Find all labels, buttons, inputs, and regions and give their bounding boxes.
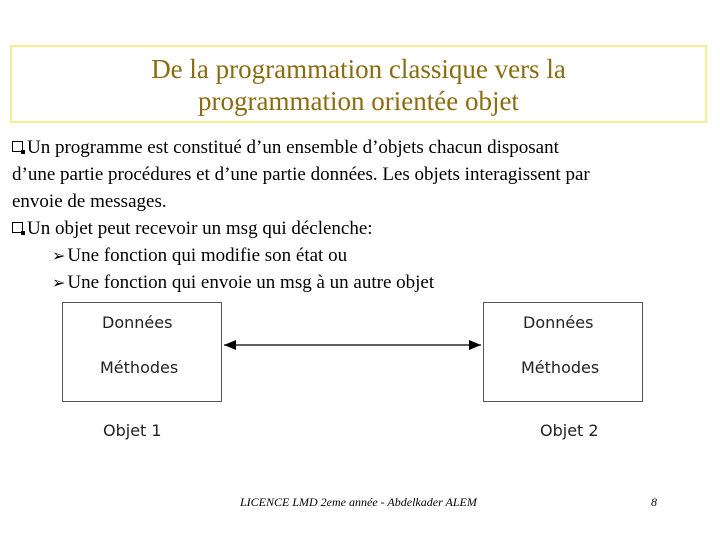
message-arrow-head-left xyxy=(224,340,236,350)
sub-item-2-text: Une fonction qui envoie un msg à un autre objet xyxy=(67,272,435,293)
object-2-data-label: Données xyxy=(523,313,594,332)
arrow-bullet-icon: ➢ xyxy=(52,273,66,292)
object-1-data-label: Données xyxy=(102,313,173,332)
slide-title-line-2: programmation orientée objet xyxy=(198,86,519,116)
object-1-methods-label: Méthodes xyxy=(100,358,179,377)
page-number: 8 xyxy=(651,495,657,509)
paragraph-1-line-2: d’une partie procédures et d’une partie données. Les objets interagissent par xyxy=(12,164,590,185)
paragraph-2-text: Un objet peut recevoir un msg qui déclenche: xyxy=(27,218,373,239)
object-2-name: Objet 2 xyxy=(540,421,599,440)
message-arrow-head-right xyxy=(469,340,481,350)
footer-credit: LICENCE LMD 2eme année - Abdelkader ALEM xyxy=(240,495,477,509)
object-1-name: Objet 1 xyxy=(103,421,162,440)
object-2-methods-label: Méthodes xyxy=(521,358,600,377)
sub-item-1-text: Une fonction qui modifie son état ou xyxy=(67,245,348,266)
paragraph-1-line-3: envoie de messages. xyxy=(12,191,167,212)
arrow-bullet-icon: ➢ xyxy=(52,246,66,265)
slide-title-line-1: De la programmation classique vers la xyxy=(151,54,566,84)
paragraph-1-line-1: Un programme est constitué d’un ensemble d’objets chacun disposant xyxy=(27,137,559,158)
